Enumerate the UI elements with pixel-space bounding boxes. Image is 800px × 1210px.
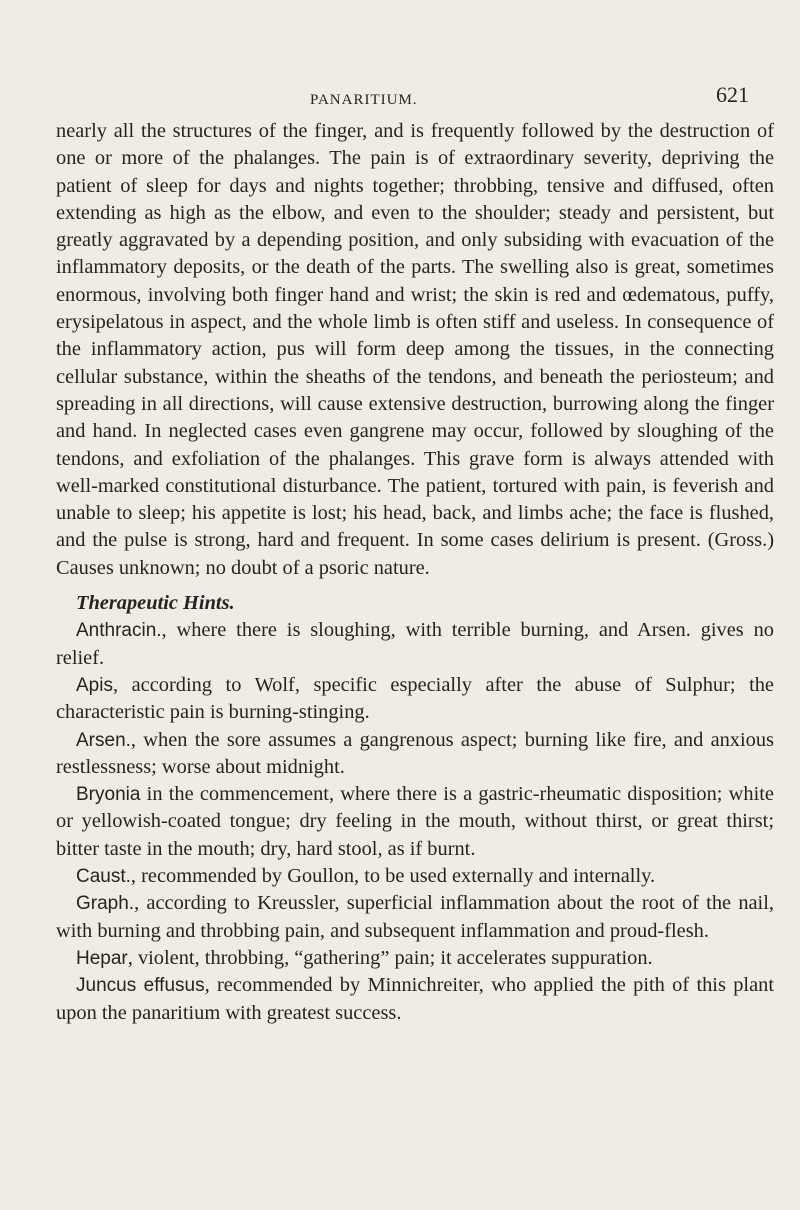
page-number: 621 (716, 82, 749, 107)
therapeutic-hints-heading: Therapeutic Hints. (76, 592, 235, 615)
remedy-entry (56, 727, 774, 782)
remedy-text: , recommended by Goullon, to be used externally and internally. (130, 865, 656, 888)
remedy-name: Caust. (76, 866, 131, 888)
remedy-entry (56, 781, 774, 863)
remedy-entry (56, 617, 774, 672)
remedy-name: Juncus effusus (76, 975, 205, 997)
remedy-name: Graph. (76, 893, 135, 915)
page-body (56, 118, 774, 1027)
running-title: PANARITIUM. (310, 92, 418, 108)
remedy-text: , where there is sloughing, with terrible burning, and Arsen. gives no relief. (56, 619, 774, 669)
main-paragraph: nearly all the structures of the finger, and is frequently followed by the destruction of one or more of the phalanges. The pain is of extraordinary severity, depriving the patient of sleep for days and nights together; throbbing, tensive and diffused, often extending as high as the elbow, and even to the shoulder; steady and persistent, but greatly aggravated by a depending position, and only subsiding with evacuation of the inflammatory deposits, or the death of the parts. The swelling also is great, sometimes enormous, involving both finger hand and wrist; the skin is red and œdematous, puffy, erysipelatous in aspect, and the whole limb is often stiff and useless. In consequence of the inflammatory action, pus will form deep among the tissues, in the connecting cellular substance, within the sheaths of the tendons, and beneath the periosteum; and spreading in all directions, will cause extensive destruction, burrowing along the finger and hand. In neglected cases even gangrene may occur, followed by sloughing of the tendons, and exfoliation of the phalanges. This grave form is always attended with well-marked constitutional disturbance. The patient, tortured with pain, is feverish and unable to sleep; his appetite is lost; his head, back, and limbs ache; the face is flushed, and the pulse is strong, hard and frequent. In some cases delirium is present. (Gross.) Causes unknown; no doubt of a psoric nature. (56, 120, 774, 579)
remedy-entry (56, 672, 774, 727)
remedy-entry (56, 945, 774, 972)
remedy-entry (56, 972, 774, 1027)
remedy-name: Bryonia (76, 784, 141, 806)
remedy-text: in the commencement, where there is a gastric-rheumatic disposition; white or yellowish-coated tongue; dry feeling in the mouth, without thirst, or great thirst; bitter taste in the mouth; dry, hard stool, as if burnt. (56, 783, 774, 860)
remedy-name: Anthracin. (76, 620, 162, 642)
remedy-text: , according to Wolf, specific especially after the abuse of Sulphur; the characteristic pain is burning-stinging. (56, 673, 774, 724)
remedy-text: , violent, throbbing, “gathering” pain; it accelerates suppuration. (127, 946, 653, 969)
remedy-name: Apis (76, 674, 113, 696)
remedy-text: , recommended by Minnichreiter, who applied the pith of this plant upon the panaritium with greatest success. (56, 974, 774, 1024)
remedy-name: Hepar (76, 947, 128, 969)
remedy-text: , according to Kreussler, superficial inflammation about the root of the nail, with burning and throbbing pain, and subsequent inflammation and proud-flesh. (56, 892, 774, 942)
remedy-name: Arsen. (76, 729, 131, 751)
remedy-entry (56, 890, 774, 945)
remedy-entry (56, 863, 774, 890)
remedy-text: , when the sore assumes a gangrenous aspect; burning like fire, and anxious restlessness; worse about midnight. (56, 728, 774, 778)
